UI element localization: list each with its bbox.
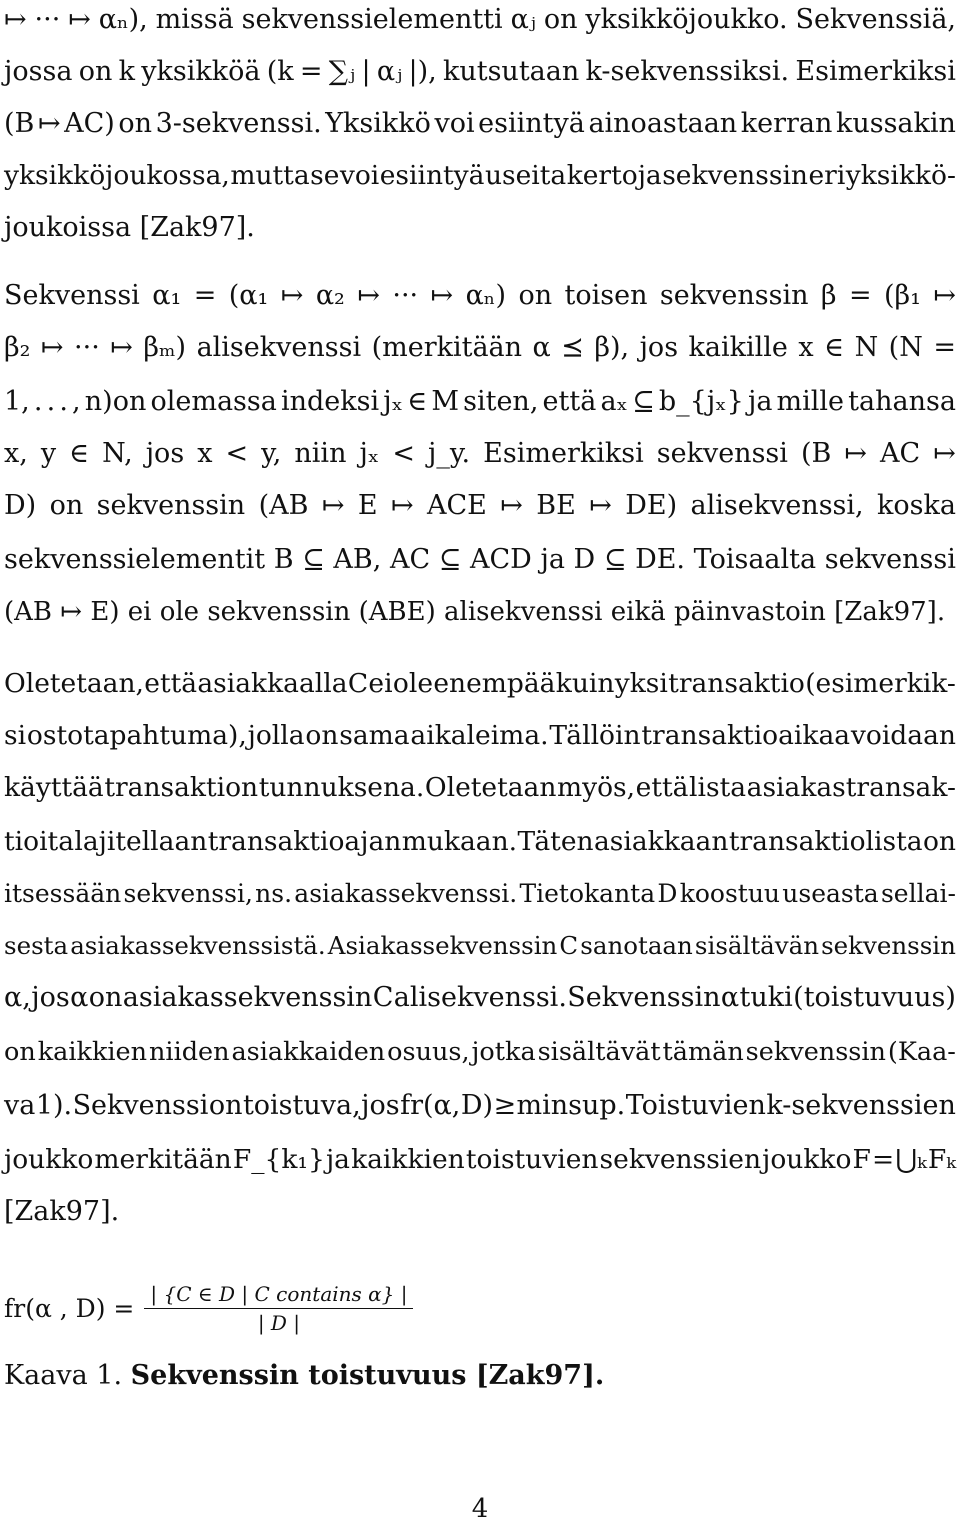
text-line: (B ↦ AC) on 3-sekvenssi. Yksikkö voi esiintyä ainoastaan kerran kussakin [4,108,956,139]
formula-numerator: | {C ∈ D | C contains α} | [144,1282,413,1309]
text-line: si ostotapahtuma), jolla on sama aikaleima. Tällöin transaktioaikaa voidaan [4,720,956,751]
text-line: jossa on k yksikköä (k = ∑ⱼ | αⱼ |), kutsutaan k-sekvenssiksi. Esimerkiksi [4,56,956,87]
frequency-formula [4,1282,413,1335]
formula-fraction [144,1282,413,1335]
text-line: käyttää transaktion tunnuksena. Oletetaan myös, että lista asiakastransak- [4,772,956,803]
formula-caption [4,1356,604,1396]
text-line: Sekvenssi α₁ = (α₁ ↦ α₂ ↦ ··· ↦ αₙ) on toisen sekvenssin β = (β₁ ↦ [4,280,956,311]
text-line: tioita lajitellaan transaktioajan mukaan. Täten asiakkaan transaktiolista on [4,826,956,857]
text-line: itsessään sekvenssi, ns. asiakassekvenssi. Tietokanta D koostuu useasta sellai- [4,879,956,908]
page-number: 4 [471,1494,489,1524]
text-line: α, jos α on asiakassekvenssin C alisekvenssi. Sekvenssin α tuki (toistuvuus) [4,982,956,1013]
caption-title: Sekvenssin toistuvuus [Zak97]. [130,1360,605,1391]
text-line: β₂ ↦ ··· ↦ βₘ) alisekvenssi (merkitään α ⪯ β), jos kaikille x ∈ N (N = [4,332,956,363]
formula-lhs: fr(α , D) = [4,1294,135,1323]
text-line: sesta asiakassekvenssistä. Asiakassekvenssin C sanotaan sisältävän sekvenssin [4,931,956,960]
text-line: sekvenssielementit B ⊆ AB, AC ⊆ ACD ja D ⊆ DE. Toisaalta sekvenssi [4,544,956,575]
caption-prefix: Kaava 1. [4,1360,123,1391]
text-line: on kaikkien niiden asiakkaiden osuus, jotka sisältävät tämän sekvenssin (Kaa- [4,1037,956,1067]
text-line: x, y ∈ N, jos x < y, niin jₓ < j_y. Esimerkiksi sekvenssi (B ↦ AC ↦ [4,438,956,469]
text-line: 1, . . . , n)on olemassa indeksi jₓ ∈ M siten, että aₓ ⊆ b_{jₓ} ja mille tahansa [4,386,956,417]
text-line: (AB ↦ E) ei ole sekvenssin (ABE) alisekvenssi eikä päinvastoin [Zak97]. [4,597,946,627]
text-line: joukko merkitään F_{k₁} ja kaikkien toistuvien sekvenssien joukko F = ⋃ₖ Fₖ [4,1144,956,1175]
text-line: D) on sekvenssin (AB ↦ E ↦ ACE ↦ BE ↦ DE) alisekvenssi, koska [4,490,956,521]
text-line: ↦ ··· ↦ αₙ), missä sekvenssielementti αⱼ on yksikköjoukko. Sekvenssiä, [4,4,956,35]
text-line: va 1). Sekvenssi on toistuva, jos fr(α, D) ≥ minsup. Toistuvien k-sekvenssien [4,1090,956,1121]
text-line: joukoissa [Zak97]. [4,212,255,243]
text-line: Oletetaan, että asiakkaalla C ei ole enempää kuin yksi transaktio (esimerkik- [4,668,956,699]
text-line: [Zak97]. [4,1196,120,1227]
formula-denominator: | D | [257,1311,301,1335]
text-line: yksikköjoukossa, mutta se voi esiintyä useita kertoja sekvenssin eri yksikkö- [4,160,956,191]
